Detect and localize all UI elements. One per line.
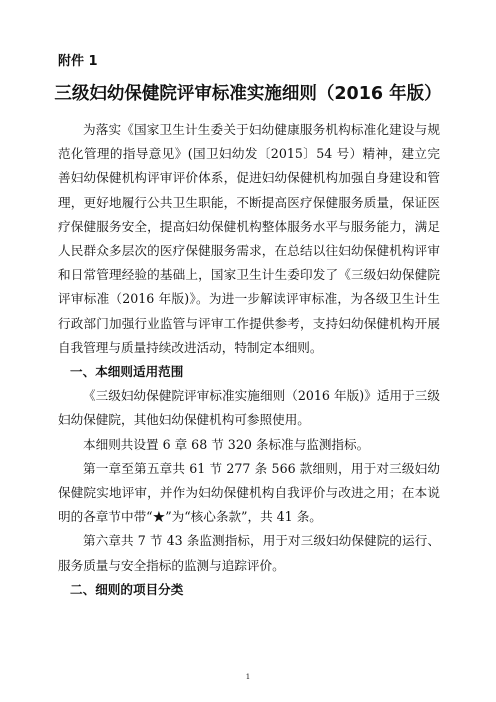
intro-paragraph: 为落实《国家卫生计生委关于妇幼健康服务机构标准化建设与规范化管理的指导意见》(国卫妇幼发〔2015〕54 号）精神，建立完善妇幼保健机构评审评价体系，促进妇幼保健机构加强自身建设和管理，更好地履行公共卫生职能，不断提高医疗保健服务质量，保证医疗保健服务安全，提高妇幼保健机构整体服务水平与服务能力，满足人民群众多层次的医疗保健服务需求，在总结以往妇幼保健机构评审和日常管理经验的基础上，国家卫生计生委印发了《三级妇幼保健院评审标准（2016 年版)》。为进一步解读评审标准，为各级卫生计生行政部门加强行业监管与评审工作提供参考，支持妇幼保健机构开展自我管理与质量持续改进活动，特制定本细则。 [58,122,440,355]
structure-paragraph: 本细则共设置 6 章 68 节 320 条标准与监测指标。 [83,436,370,452]
chapter-six-paragraph: 第六章共 7 节 43 条监测指标，用于对三级妇幼保健院的运行、服务质量与安全指标的监测与追踪评价。 [58,533,440,573]
section-heading-scope: 一、本细则适用范围 [70,364,184,380]
document-body [58,118,440,602]
section-heading-classification: 二、细则的项目分类 [70,581,184,597]
scope-paragraph: 《三级妇幼保健院评审标准实施细则（2016 年版)》适用于三级妇幼保健院，其他妇幼保健机构可参照使用。 [58,388,440,428]
chapters-one-to-five-paragraph: 第一章至第五章共 61 节 277 条 566 款细则，用于对三级妇幼保健院实地评审，并作为妇幼保健机构自我评价与改进之用；在本说明的各章节中带“★”为“核心条款”，共 41 条。 [58,460,440,525]
page-number: 1 [245,673,251,681]
attachment-label: 附件 1 [58,54,98,69]
document-title: 三级妇幼保健院评审标准实施细则（2016 年版） [54,84,442,104]
